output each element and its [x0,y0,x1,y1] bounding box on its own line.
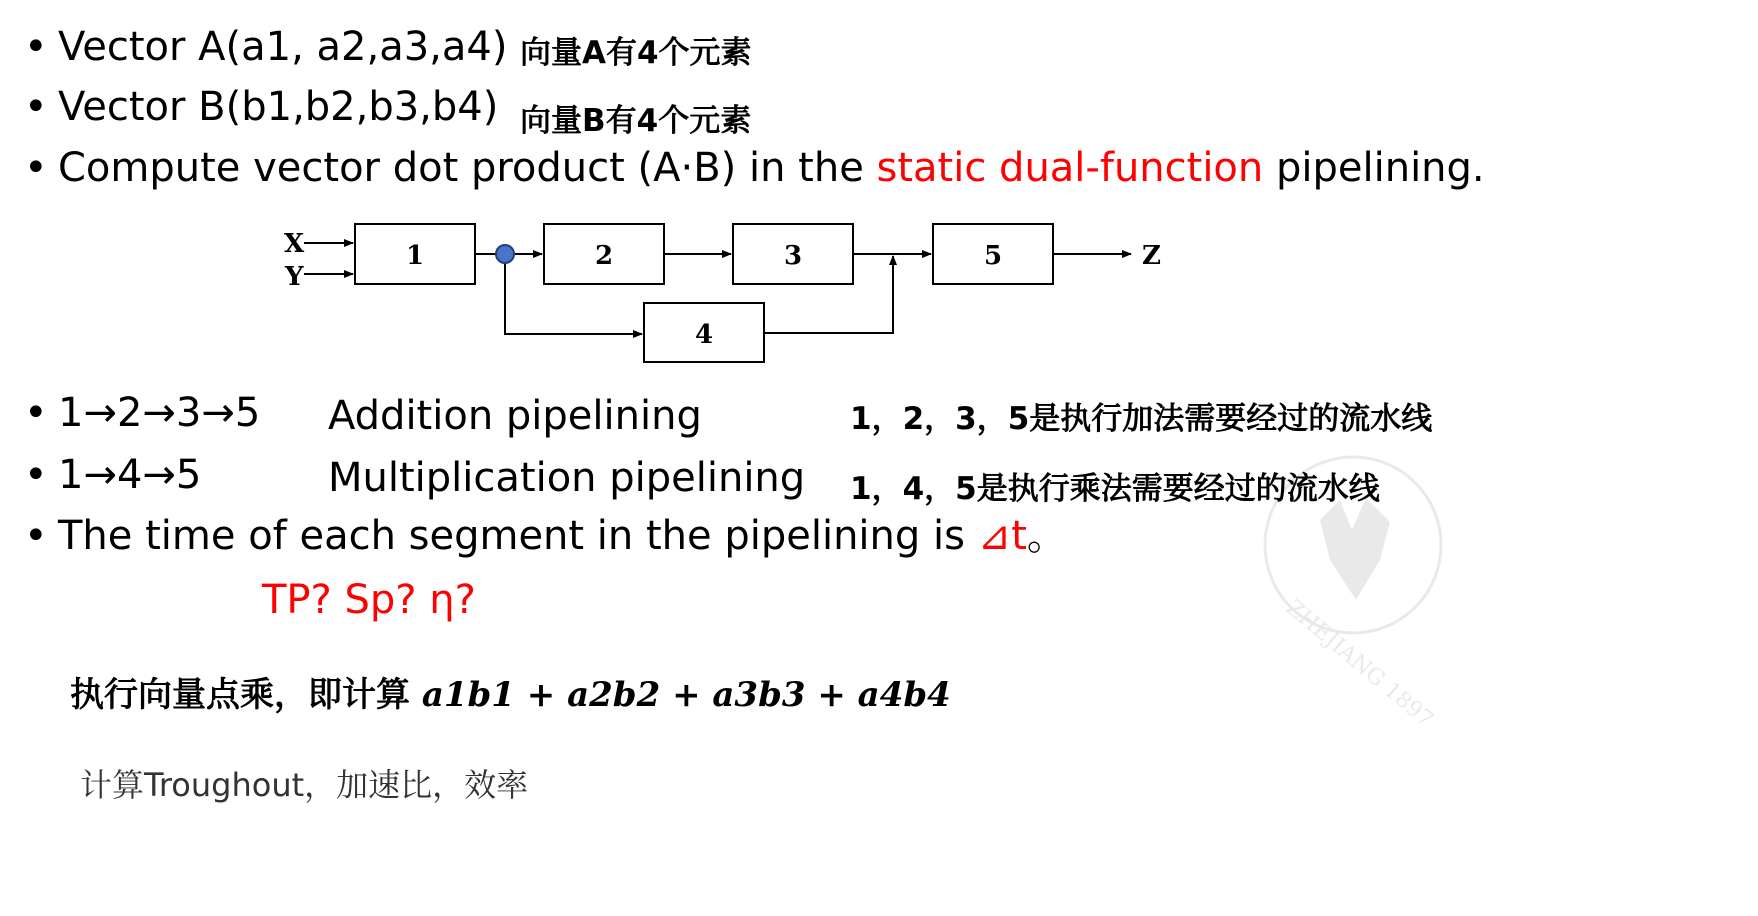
compute-after: pipelining. [1263,145,1485,191]
bullet-dot: • [24,145,48,191]
dot-product-prefix: 执行向量点乘，即计算 [70,675,422,715]
stage-2-label: 2 [594,241,614,271]
bullet-multiplication [24,452,202,498]
questions-text: TP? Sp? η? [262,577,476,623]
stage-4-label: 4 [694,320,714,350]
stage-1-label: 1 [405,241,425,271]
bullet-time [24,513,1067,559]
input-x-label: X [284,229,305,259]
junction-node [496,245,514,263]
addition-note: 1，2，3，5是执行加法需要经过的流水线 [850,401,1433,437]
dot-product-line [70,667,951,716]
stage-3-label: 3 [783,241,803,271]
bullet-dot: • [24,84,48,130]
stage-5-label: 5 [983,241,1003,271]
bullet-dot: • [24,24,48,70]
vector-a-text: Vector A(a1, a2,a3,a4) [58,24,508,70]
bullet-dot: • [24,452,48,498]
multiplication-name: Multiplication pipelining [328,455,806,501]
time-highlight: ⊿t [977,513,1027,559]
time-before: The time of each segment in the pipelining is [58,513,978,559]
bullet-dot: • [24,513,48,559]
addition-path: 1→2→3→5 [58,390,261,436]
addition-name: Addition pipelining [328,393,702,439]
compute-before: Compute vector dot product (A·B) in the [58,145,877,191]
compute-highlight: static dual-function [876,145,1264,191]
vector-a-note: 向量A有4个元素 [520,35,752,71]
multiplication-note: 1，4，5是执行乘法需要经过的流水线 [850,471,1380,507]
bullet-dot: • [24,390,48,436]
multiplication-path: 1→4→5 [58,452,202,498]
output-z-label: Z [1142,241,1161,271]
vector-b-note: 向量B有4个元素 [520,103,752,139]
seal-text: ZHEJIANG 1897 [1281,595,1438,733]
footer-note: 计算Troughout，加速比，效率 [80,766,529,804]
bullet-addition [24,390,261,436]
dot-product-formula: a1b1 + a2b2 + a3b3 + a4b4 [421,675,951,715]
time-after: 。 [1026,513,1067,559]
input-y-label: Y [285,262,304,292]
vector-b-text: Vector B(b1,b2,b3,b4) [58,84,499,130]
